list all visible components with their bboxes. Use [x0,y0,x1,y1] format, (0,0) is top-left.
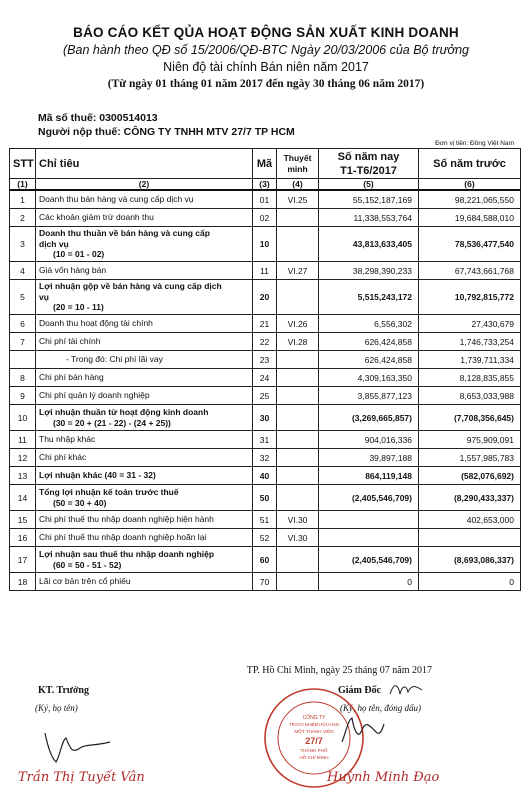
row-so-nam-truoc: (8,290,433,337) [419,485,521,511]
row-so-nam-nay: 55,152,187,169 [319,190,419,209]
row-ma-so: 24 [253,369,277,387]
row-thuyet-minh: VI.27 [277,262,319,280]
formula-text: (60 = 50 - 51 - 52) [53,559,122,570]
row-so-nam-truoc: 8,653,033,988 [419,387,521,405]
col-index: (3) [253,179,277,191]
row-chi-tieu [36,315,253,333]
row-stt: 9 [10,387,36,405]
row-stt: 8 [10,369,36,387]
director-name: Huỳnh Minh Đạo [327,770,440,785]
row-so-nam-truoc: 1,557,985,783 [419,449,521,467]
header-thuyet-minh: Thuyết minh [277,149,319,179]
table-row [10,209,521,227]
row-ma-so: 23 [253,351,277,369]
row-ma-so: 11 [253,262,277,280]
col-index: (4) [277,179,319,191]
label-text: Lợi nhuận sau thuế thu nhập doanh nghiệp [39,549,215,559]
table-row [10,573,521,591]
row-stt: 2 [10,209,36,227]
report-period: (Từ ngày 01 tháng 01 năm 2017 đến ngày 30 tháng 06 năm 2017) [107,78,425,90]
row-stt: 5 [10,280,36,315]
director-note: (Ký, họ tên, đóng dấu) [340,703,421,713]
row-so-nam-truoc: (8,693,086,337) [419,547,521,573]
signature-left [40,718,120,768]
row-so-nam-nay: 4,309,163,350 [319,369,419,387]
row-stt: 13 [10,467,36,485]
row-thuyet-minh [277,405,319,431]
formula-text: (10 = 01 - 02) [53,249,105,260]
row-so-nam-nay: 5,515,243,172 [319,280,419,315]
tax-payer: Người nộp thuế: CÔNG TY TNHH MTV 27/7 TP HCM [38,126,295,138]
row-thuyet-minh [277,351,319,369]
header-stt: STT [10,149,36,179]
row-ma-so: 25 [253,387,277,405]
row-ma-so: 01 [253,190,277,209]
table-row [10,387,521,405]
row-ma-so: 21 [253,315,277,333]
col-index: (6) [419,179,521,191]
row-thuyet-minh [277,485,319,511]
table-row [10,449,521,467]
formula-text: (30 = 20 + (21 - 22) - (24 + 25)) [53,417,171,428]
stamp-line: THÀNH PHỐ [300,748,328,753]
row-so-nam-truoc: 1,746,733,254 [419,333,521,351]
table-row [10,190,521,209]
row-chi-tieu [36,529,253,547]
formula-text: (20 = 10 - 11) [53,302,104,313]
row-thuyet-minh [277,449,319,467]
label-text: Giá vốn hàng bán [39,265,107,276]
column-index-row [10,179,521,191]
row-thuyet-minh [277,431,319,449]
label-text: Doanh thu bán hàng và cung cấp dịch vụ [39,194,194,205]
table-row [10,227,521,262]
row-so-nam-nay [319,511,419,529]
label-text: Chi phí khác [39,452,87,463]
row-thuyet-minh: VI.30 [277,529,319,547]
row-so-nam-nay: 626,424,858 [319,351,419,369]
label-text: Chi phí thuế thu nhập doanh nghiệp hiện hành [39,514,214,525]
row-stt: 14 [10,485,36,511]
row-so-nam-truoc: 27,430,679 [419,315,521,333]
table-row [10,280,521,315]
label-text: Chi phí bán hàng [39,372,104,383]
row-chi-tieu [36,262,253,280]
row-thuyet-minh [277,209,319,227]
row-so-nam-truoc: 67,743,661,768 [419,262,521,280]
col-index: (5) [319,179,419,191]
row-stt: 15 [10,511,36,529]
row-ma-so: 30 [253,405,277,431]
row-ma-so: 31 [253,431,277,449]
label-text: dịch vụ [39,238,69,249]
chief-accountant-name: Trần Thị Tuyết Vân [18,770,145,785]
row-so-nam-truoc [419,529,521,547]
stamp-line: TRÁCH NHIỆM HỮU HẠN [289,722,339,727]
header-ma: Mã [253,149,277,179]
row-chi-tieu [36,190,253,209]
row-so-nam-truoc: 98,221,065,550 [419,190,521,209]
sign-date: TP. Hồ Chí Minh, ngày 25 tháng 07 năm 2017 [246,665,432,676]
formula-text: (50 = 30 + 40) [53,497,107,508]
row-ma-so: 52 [253,529,277,547]
row-so-nam-truoc: (7,708,356,645) [419,405,521,431]
table-row [10,431,521,449]
label-text: Lợi nhuận khác (40 = 31 - 32) [39,470,156,481]
row-chi-tieu [36,227,253,262]
header-so-nam-nay: Số năm nay T1-T6/2017 [319,149,419,179]
row-thuyet-minh [277,227,319,262]
row-stt: 11 [10,431,36,449]
label-text: Chi phí quản lý doanh nghiệp [39,390,150,401]
table-row [10,485,521,511]
row-stt: 17 [10,547,36,573]
row-so-nam-truoc: 8,128,835,855 [419,369,521,387]
row-ma-so: 32 [253,449,277,467]
label-text: Chi phí thuế thu nhập doanh nghiệp hoãn lại [39,532,207,543]
row-chi-tieu [36,387,253,405]
table-row [10,315,521,333]
income-statement-table [9,148,521,591]
stamp-line: HỒ CHÍ MINH [299,755,329,760]
report-subtitle: (Ban hành theo QĐ số 15/2006/QĐ-BTC Ngày 20/03/2006 của Bộ trưởng [63,43,469,57]
row-chi-tieu [36,280,253,315]
row-thuyet-minh [277,280,319,315]
row-so-nam-nay: 39,897,188 [319,449,419,467]
row-stt: 6 [10,315,36,333]
row-so-nam-nay: (3,269,665,857) [319,405,419,431]
row-chi-tieu [36,511,253,529]
row-so-nam-nay: 626,424,858 [319,333,419,351]
row-so-nam-nay: (2,405,546,709) [319,485,419,511]
row-chi-tieu [36,369,253,387]
row-so-nam-truoc: (582,076,692) [419,467,521,485]
label-text: Lợi nhuận thuần từ hoạt động kinh doanh [39,407,209,417]
row-chi-tieu [36,485,253,511]
table-row [10,405,521,431]
label-text: vụ [39,291,49,302]
row-chi-tieu [36,547,253,573]
row-chi-tieu [36,333,253,351]
row-chi-tieu [36,405,253,431]
row-ma-so: 40 [253,467,277,485]
row-thuyet-minh [277,387,319,405]
fiscal-year: Niên độ tài chính Bán niên năm 2017 [163,60,369,74]
row-ma-so: 70 [253,573,277,591]
table-row [10,369,521,387]
row-chi-tieu [36,449,253,467]
row-so-nam-nay: 6,556,302 [319,315,419,333]
chief-accountant-title: KT. Trưởng [38,685,89,696]
currency-unit: Đơn vị tiền: Đồng Việt Nam [435,140,514,147]
row-chi-tieu [36,209,253,227]
director-title: Giám Đốc [338,685,382,696]
table-row [10,467,521,485]
label-text: Chi phí tài chính [39,336,101,347]
row-ma-so: 60 [253,547,277,573]
row-stt: 10 [10,405,36,431]
row-so-nam-nay: 38,298,390,233 [319,262,419,280]
tax-code: Mã số thuế: 0300514013 [38,112,158,124]
row-so-nam-truoc: 78,536,477,540 [419,227,521,262]
row-thuyet-minh [277,369,319,387]
row-stt: 3 [10,227,36,262]
col-index: (1) [10,179,36,191]
table-row [10,351,521,369]
row-stt: 18 [10,573,36,591]
row-thuyet-minh [277,547,319,573]
row-stt: 16 [10,529,36,547]
table-row [10,547,521,573]
label-text: Lợi nhuận gộp về bán hàng và cung cấp dịch [39,281,222,292]
label-text: Doanh thu hoạt động tài chính [39,318,153,329]
label-text: Lãi cơ bản trên cổ phiếu [39,576,131,587]
row-chi-tieu [36,351,253,369]
header-chi-tieu: Chỉ tiêu [36,149,253,179]
label-text: Tổng lợi nhuận kế toán trước thuế [39,487,179,497]
row-thuyet-minh: VI.30 [277,511,319,529]
row-ma-so: 50 [253,485,277,511]
row-thuyet-minh [277,467,319,485]
signature-director-initials [388,680,428,700]
table-row [10,262,521,280]
row-ma-so: 20 [253,280,277,315]
row-thuyet-minh: VI.28 [277,333,319,351]
table-row [10,511,521,529]
row-chi-tieu [36,467,253,485]
signature-right [340,712,385,747]
row-thuyet-minh [277,573,319,591]
row-stt: 1 [10,190,36,209]
row-so-nam-truoc: 402,653,000 [419,511,521,529]
report-title: BÁO CÁO KẾT QỦA HOẠT ĐỘNG SẢN XUẤT KINH DOANH [73,25,459,40]
row-so-nam-truoc: 10,792,815,772 [419,280,521,315]
row-so-nam-truoc: 975,909,091 [419,431,521,449]
chief-accountant-note: (Ký, họ tên) [35,703,78,713]
row-stt: 12 [10,449,36,467]
table-row [10,529,521,547]
row-chi-tieu [36,573,253,591]
col-index: (2) [36,179,253,191]
row-thuyet-minh: VI.26 [277,315,319,333]
label-text: Doanh thu thuần về bán hàng và cung cấp [39,228,210,239]
table-header-row [10,149,521,179]
row-so-nam-nay: 864,119,148 [319,467,419,485]
row-so-nam-nay: 43,813,633,405 [319,227,419,262]
row-so-nam-nay: 904,016,336 [319,431,419,449]
stamp-line: CÔNG TY [302,715,326,721]
row-ma-so: 51 [253,511,277,529]
row-stt [10,351,36,369]
row-so-nam-truoc: 1,739,711,334 [419,351,521,369]
table-row [10,333,521,351]
row-so-nam-nay: 11,338,553,764 [319,209,419,227]
row-ma-so: 22 [253,333,277,351]
row-so-nam-nay: 0 [319,573,419,591]
row-ma-so: 10 [253,227,277,262]
stamp-line: 27/7 [305,736,323,746]
row-so-nam-truoc: 19,684,588,010 [419,209,521,227]
header-so-nam-truoc: Số năm trước [419,149,521,179]
row-so-nam-nay [319,529,419,547]
row-so-nam-truoc: 0 [419,573,521,591]
label-text: Các khoản giảm trừ doanh thu [39,212,154,223]
row-so-nam-nay: (2,405,546,709) [319,547,419,573]
row-stt: 7 [10,333,36,351]
row-stt: 4 [10,262,36,280]
label-text: Thu nhập khác [39,434,96,445]
row-thuyet-minh: VI.25 [277,190,319,209]
label-text: - Trong đó: Chi phí lãi vay [66,354,163,365]
row-so-nam-nay: 3,855,877,123 [319,387,419,405]
row-ma-so: 02 [253,209,277,227]
stamp-line: MỘT THÀNH VIÊN [294,729,334,734]
row-chi-tieu [36,431,253,449]
